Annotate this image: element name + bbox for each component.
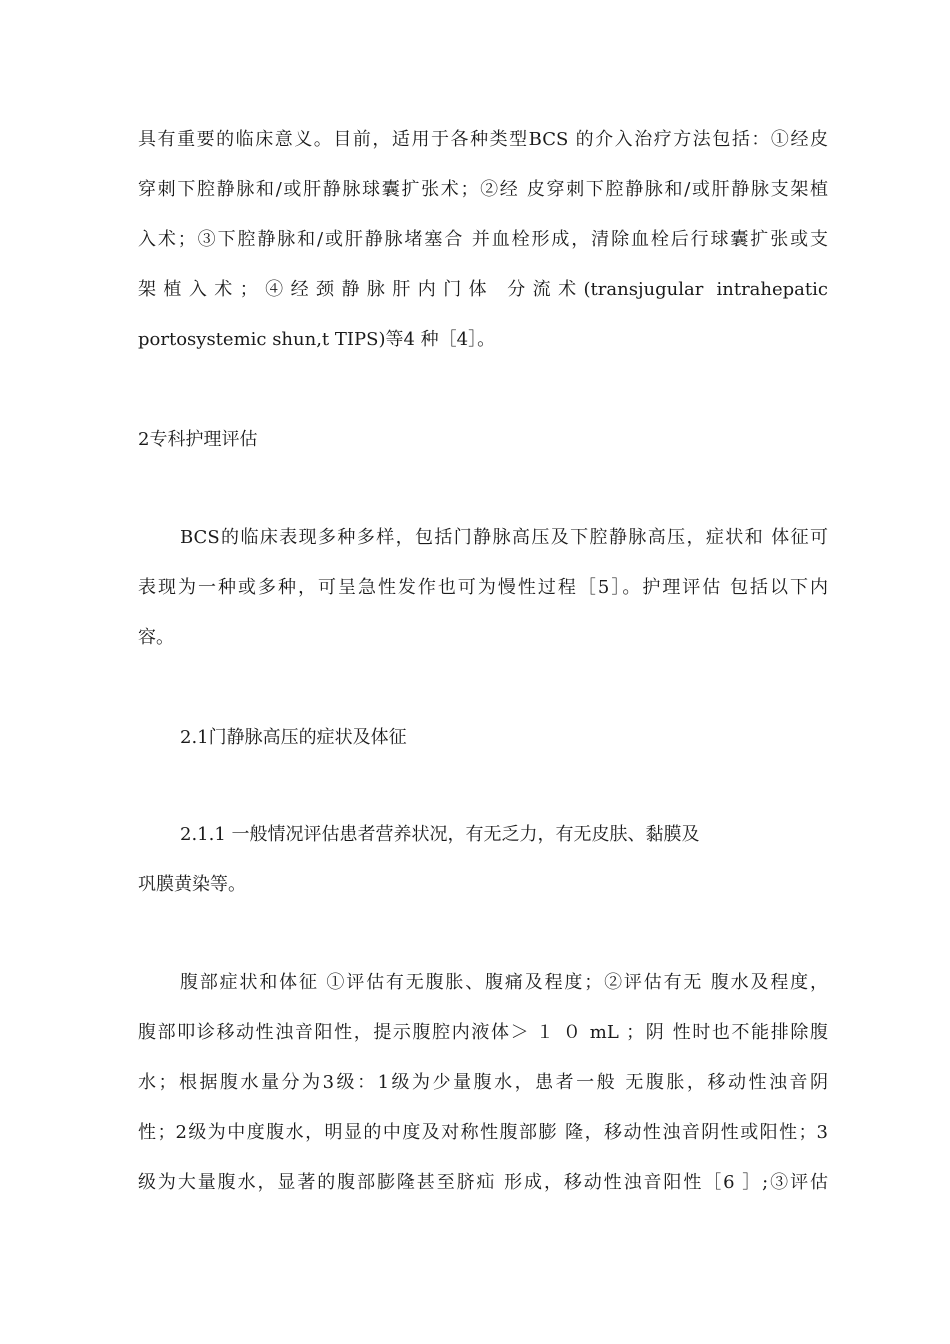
text-line: 入术；③下腔静脉和/或肝静脉堵塞合 并血栓形成，清除血栓后行球囊扩张或支 [138, 229, 828, 250]
text-line: 级为大量腹水，显著的腹部膨隆甚至脐疝 形成，移动性浊音阳性［6 ］;③评估 [138, 1172, 828, 1193]
text-line: portosystemic shun,t TIPS)等4 种［4］。 [138, 329, 496, 350]
text-line: 2.1.1 一般情况评估患者营养状况，有无乏力，有无皮肤、黏膜及 [180, 824, 700, 845]
text-line: 性；2级为中度腹水，明显的中度及对称性腹部膨 隆，移动性浊音阴性或阳性；3 [138, 1122, 828, 1143]
text-line: 表现为一种或多种，可呈急性发作也可为慢性过程［5］。护理评估 包括以下内 [138, 577, 828, 598]
text-line: 穿刺下腔静脉和/或肝静脉球囊扩张术；②经 皮穿刺下腔静脉和/或肝静脉支架植 [138, 179, 828, 200]
text-line: 具有重要的临床意义。目前，适用于各种类型BCS 的介入治疗方法包括：①经皮 [138, 129, 828, 150]
subsection-heading: 2.1门静脉高压的症状及体征 [180, 727, 407, 748]
text-line: 容。 [138, 627, 174, 648]
text-line: 架植入术；④经颈静脉肝内门体 分流术(transjugular intrahepatic [138, 279, 828, 300]
text-line: 腹部叩诊移动性浊音阳性，提示腹腔内液体＞ １ ０ mL ；阴 性时也不能排除腹 [138, 1022, 828, 1043]
text-line: 水；根据腹水量分为3级：1级为少量腹水，患者一般 无腹胀，移动性浊音阴 [138, 1072, 828, 1093]
text-line: 巩膜黄染等。 [138, 874, 246, 895]
text-line: 腹部症状和体征 ①评估有无腹胀、腹痛及程度；②评估有无 腹水及程度， [180, 972, 828, 993]
section-heading: 2专科护理评估 [138, 429, 258, 450]
text-line: BCS的临床表现多种多样，包括门静脉高压及下腔静脉高压，症状和 体征可 [180, 527, 828, 548]
